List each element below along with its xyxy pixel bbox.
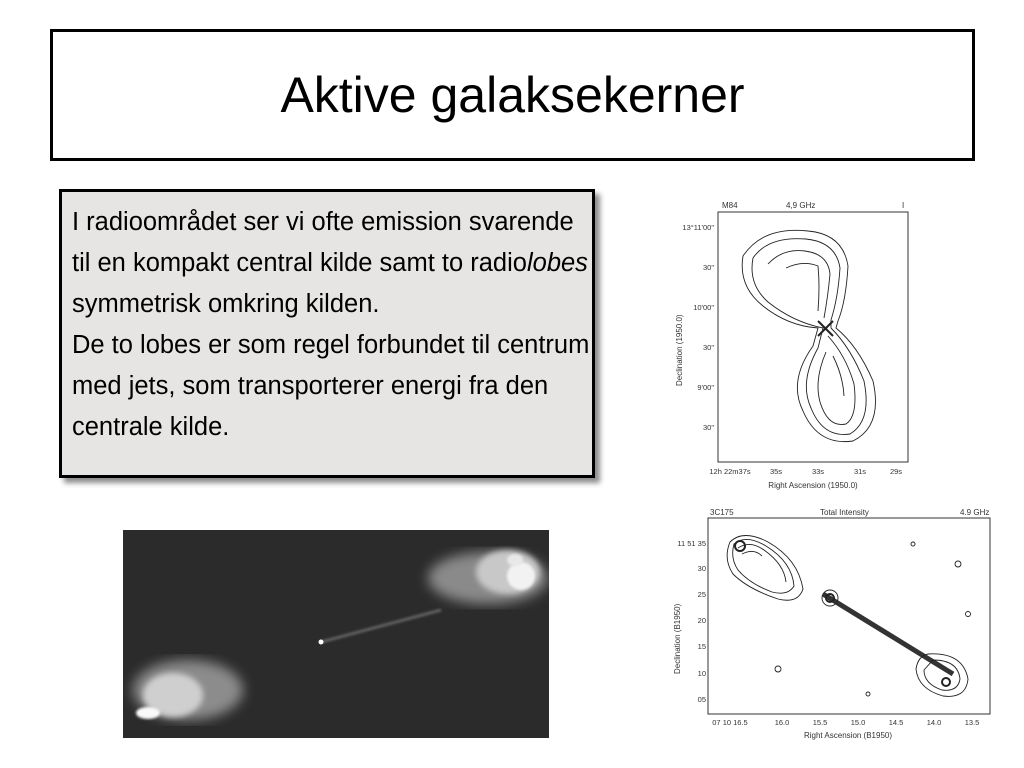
3c175-ytick: 20	[697, 616, 706, 625]
m84-ytick: 30"	[702, 423, 714, 432]
3c175-x-label: Right Ascension (B1950)	[803, 731, 893, 740]
m84-xtick: 29s	[889, 467, 903, 476]
3c175-contours	[727, 536, 970, 697]
3c175-ytick: 10	[697, 669, 706, 678]
m84-ytick: 30"	[702, 343, 714, 352]
3c175-y-label: Declination (B1950)	[673, 603, 682, 674]
lobes-emphasis: lobes	[526, 249, 588, 277]
m84-name: M84	[722, 201, 738, 210]
m84-ytick: 13°11'00"	[682, 223, 714, 232]
m84-freq: 4,9 GHz	[786, 201, 816, 210]
3c175-xtick: 14.5	[888, 718, 904, 727]
3c175-x-ticks	[712, 718, 979, 727]
3c175-xtick: 07 10 16.5	[712, 718, 748, 727]
m84-y-ticks	[682, 223, 714, 432]
3c175-ytick: 15	[697, 642, 706, 651]
m84-xtick: 35s	[769, 467, 783, 476]
3c175-mode: Total Intensity	[820, 508, 869, 517]
paragraph-2: De to lobes er som regel forbundet til centrum med jets, som transporterer energi fra den centrale kilde.	[72, 331, 590, 441]
central-core	[319, 640, 324, 645]
3c175-xtick: 16.0	[774, 718, 790, 727]
3c175-ytick: 11 51 35	[677, 539, 706, 548]
3c175-ytick: 30	[697, 564, 706, 573]
m84-corner-label: I	[902, 201, 905, 210]
paragraph-1	[72, 202, 592, 325]
m84-x-ticks	[709, 467, 902, 476]
m84-ytick: 30"	[702, 263, 714, 272]
3c175-xtick: 13.5	[964, 718, 980, 727]
3c175-radio-map	[668, 504, 996, 744]
body-text-box	[59, 189, 595, 478]
lower-left-lobe	[133, 660, 243, 720]
m84-xtick: 33s	[811, 467, 825, 476]
3c175-xtick: 14.0	[926, 718, 942, 727]
paragraph-1-end: symmetrisk omkring kilden.	[72, 290, 380, 318]
3c175-xtick: 15.5	[812, 718, 828, 727]
paragraph-1-start: I radioområdet ser vi ofte emission svarende til en kompakt central kilde samt to radio	[72, 208, 574, 277]
slide-title-box	[50, 29, 975, 161]
m84-y-label: Declination (1950.0)	[675, 314, 684, 386]
m84-xtick: 12h 22m37s	[709, 467, 751, 476]
m84-ytick: 9'00"	[697, 383, 714, 392]
3c175-xtick: 15.0	[850, 718, 866, 727]
radio-galaxy-image	[123, 530, 549, 738]
m84-contours	[742, 230, 875, 441]
3c175-ytick: 25	[697, 590, 706, 599]
m84-radio-map	[668, 196, 918, 498]
m84-x-label: Right Ascension (1950.0)	[768, 481, 858, 490]
slide-title: Aktive galaksekerner	[280, 67, 745, 123]
3c175-ytick: 05	[697, 695, 706, 704]
3c175-name: 3C175	[710, 508, 734, 517]
m84-xtick: 31s	[853, 467, 867, 476]
3c175-freq: 4.9 GHz	[960, 508, 990, 517]
m84-ytick: 10'00"	[693, 303, 714, 312]
